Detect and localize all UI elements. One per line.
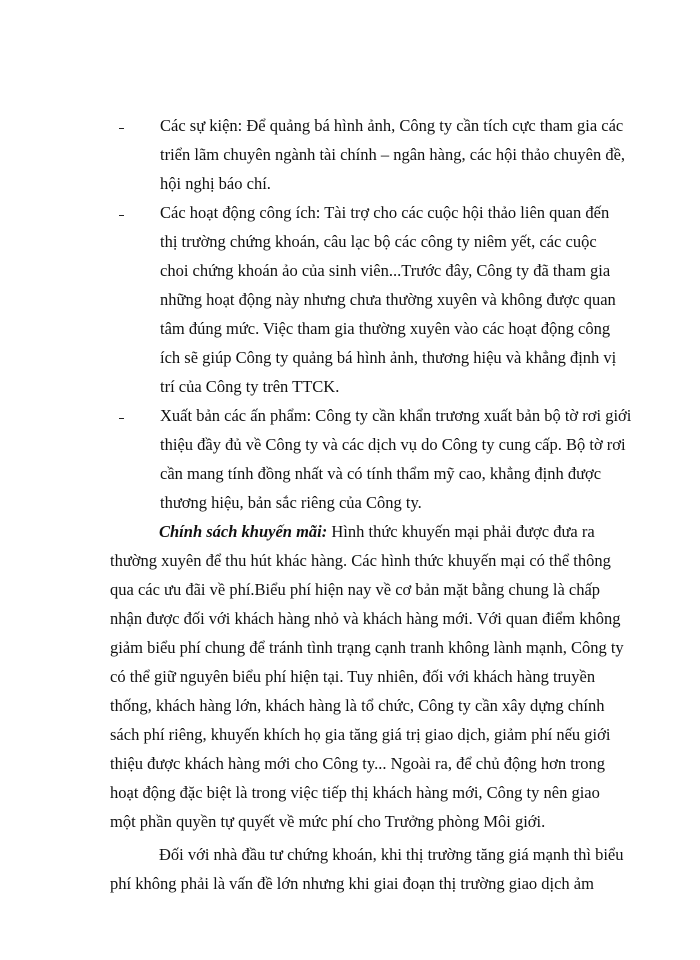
bullet-line: choi chứng khoán ảo của sinh viên...Trước đây, Công ty đã tham gia bbox=[160, 261, 611, 280]
paragraph-line: thống, khách hàng lớn, khách hàng là tổ chức, Công ty cần xây dựng chính bbox=[110, 696, 605, 715]
bullet-line: trí của Công ty trên TTCK. bbox=[160, 377, 340, 396]
paragraph-line: có thể giữ nguyên biểu phí hiện tại. Tuy nhiên, đối với khách hàng truyền bbox=[110, 667, 596, 686]
bullet-line: hội nghị báo chí. bbox=[160, 174, 271, 193]
bullet-line: Các hoạt động công ích: Tài trợ cho các cuộc hội thảo liên quan đến bbox=[160, 203, 610, 222]
paragraph-line: phí không phải là vấn đề lớn nhưng khi giai đoạn thị trường giao dịch ảm bbox=[110, 874, 594, 893]
bullet-line: Xuất bản các ấn phẩm: Công ty cần khẩn trương xuất bản bộ tờ rơi giới bbox=[160, 406, 632, 425]
bullet-line: Các sự kiện: Để quảng bá hình ảnh, Công ty cần tích cực tham gia các bbox=[160, 116, 624, 135]
dash-bullet-icon bbox=[117, 116, 127, 136]
paragraph-line: một phần quyền tự quyết về mức phí cho Trưởng phòng Môi giới. bbox=[110, 812, 546, 831]
promo-heading: Chính sách khuyến mãi: bbox=[159, 522, 328, 541]
paragraph-line: nhận được đối với khách hàng nhỏ và khách hàng mới. Với quan điểm không bbox=[110, 609, 621, 628]
bullet-line: tâm đúng mức. Việc tham gia thường xuyên vào các hoạt động công bbox=[160, 319, 611, 338]
promo-first-rest: Hình thức khuyến mại phải được đưa ra bbox=[327, 522, 595, 541]
paragraph-line: hoạt động đặc biệt là trong việc tiếp thị khách hàng mới, Công ty nên giao bbox=[110, 783, 600, 802]
bullet-line: thương hiệu, bản sắc riêng của Công ty. bbox=[160, 493, 422, 512]
bullet-line: thiệu đầy đủ về Công ty và các dịch vụ do Công ty cung cấp. Bộ tờ rơi bbox=[160, 435, 626, 454]
dash-bullet-icon bbox=[117, 203, 127, 223]
paragraph-line: qua các ưu đãi về phí.Biểu phí hiện nay về cơ bản mặt bằng chung là chấp bbox=[110, 580, 601, 599]
paragraph-line: giảm biểu phí chung để tránh tình trạng cạnh tranh không lành mạnh, Công ty bbox=[110, 638, 624, 657]
promo-first-line bbox=[159, 522, 595, 542]
bullet-line: triển lãm chuyên ngành tài chính – ngân hàng, các hội thảo chuyên đề, bbox=[160, 145, 626, 164]
bullet-line: cần mang tính đồng nhất và có tính thẩm mỹ cao, khẳng định được bbox=[160, 464, 602, 483]
bullet-line: ích sẽ giúp Công ty quảng bá hình ảnh, thương hiệu và khẳng định vị bbox=[160, 348, 617, 367]
bullet-line: thị trường chứng khoán, câu lạc bộ các công ty niêm yết, các cuộc bbox=[160, 232, 597, 251]
paragraph-line: thiệu được khách hàng mới cho Công ty... Ngoài ra, để chủ động hơn trong bbox=[110, 754, 606, 773]
paragraph-line: Đối với nhà đầu tư chứng khoán, khi thị trường tăng giá mạnh thì biểu bbox=[159, 845, 624, 864]
paragraph-line: sách phí riêng, khuyến khích họ gia tăng giá trị giao dịch, giảm phí nếu giới bbox=[110, 725, 611, 744]
paragraph-line: thường xuyên để thu hút khác hàng. Các hình thức khuyến mại có thể thông bbox=[110, 551, 611, 570]
dash-bullet-icon bbox=[117, 406, 127, 426]
bullet-line: những hoạt động này nhưng chưa thường xuyên và không được quan bbox=[160, 290, 616, 309]
